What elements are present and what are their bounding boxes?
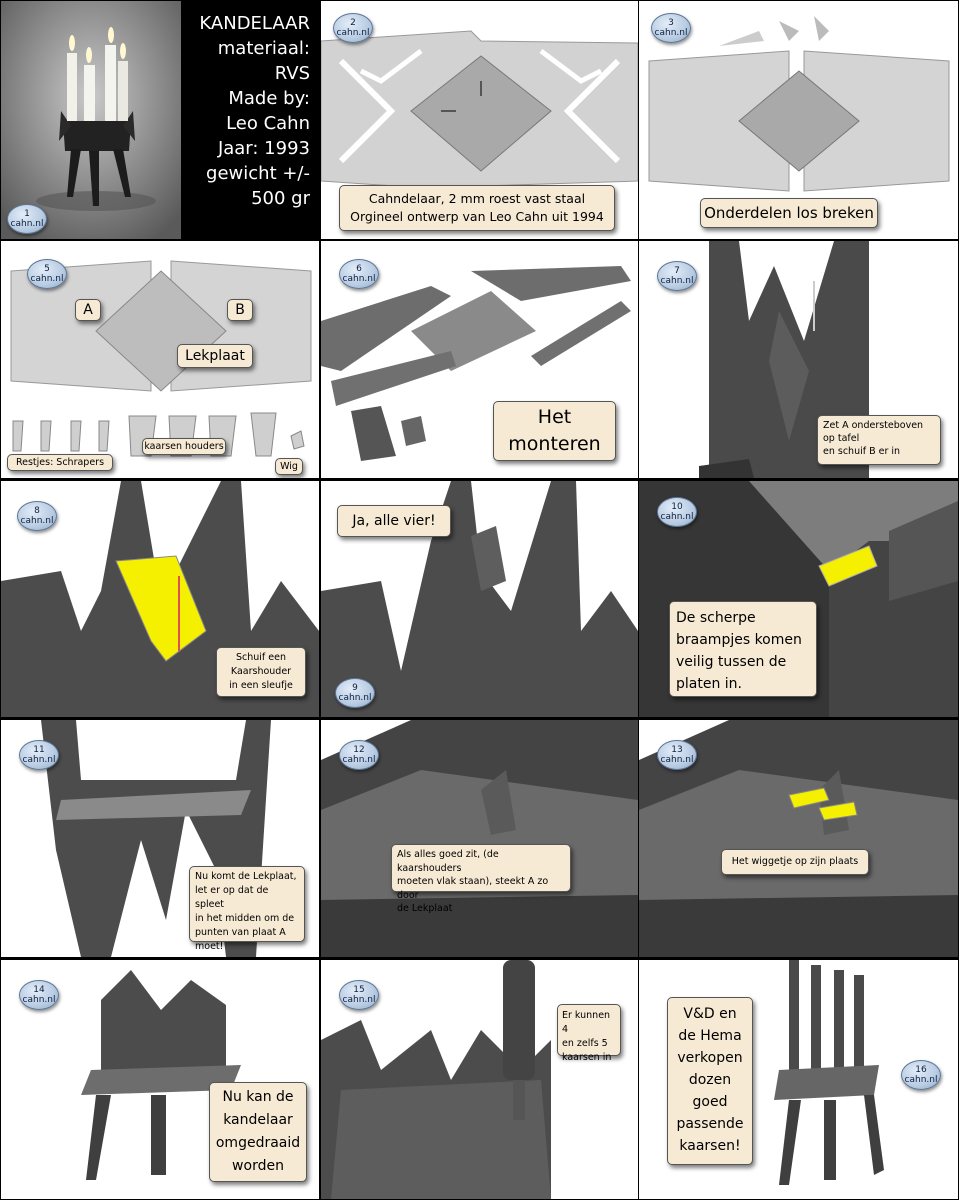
panel-6-mount [321,241,638,478]
caption-line: kaarsen! [679,1138,741,1154]
caption-panel-15 [557,1004,621,1063]
caption-line: Nu komt de Lekplaat, [195,871,297,882]
panel-badge [901,1060,941,1090]
panel-badge [657,261,697,291]
caption-line: punten van plaat A [195,927,286,938]
badge-site: cahn.nl [660,276,694,286]
badge-site: cahn.nl [342,274,376,284]
info-line: Made by: [228,88,310,109]
label-text: B [235,302,245,318]
caption-panel-6 [493,401,616,461]
info-line: gewicht +/- [206,163,310,184]
badge-site: cahn.nl [654,28,688,38]
panel-9-all-four [321,481,638,717]
caption-line: moeten vlak staan), steekt A zo door [397,876,549,901]
caption-line: moet! [195,941,224,952]
badge-number: 7 [674,266,680,276]
badge-number: 9 [352,683,358,693]
caption-line: let er op dat de spleet [195,885,269,910]
panel-badge [657,497,697,527]
panel-badge [657,740,697,770]
panel-badge [339,740,379,770]
panel-14-turn-over [1,960,319,1199]
caption-panel-3 [700,198,878,228]
panel-badge [651,13,691,43]
label-houders [142,438,226,455]
info-line: RVS [274,63,310,84]
badge-site: cahn.nl [22,995,56,1005]
label-wig [275,458,303,475]
caption-panel-13 [721,849,869,875]
badge-number: 12 [353,745,365,755]
caption-panel-12 [391,844,571,914]
info-title: KANDELAAR [199,13,310,34]
caption-panel-10 [669,601,817,697]
caption-line: verkopen [677,1050,743,1066]
badge-number: 8 [34,506,40,516]
badge-site: cahn.nl [342,995,376,1005]
caption-line: in het midden om de [195,913,295,924]
caption-line: Er kunnen 4 [562,1010,611,1035]
panel-8-holder [1,481,319,717]
info-line: 500 gr [251,188,310,209]
label-b [227,299,253,321]
badge-number: 5 [44,264,50,274]
panel-badge [17,501,57,531]
badge-site: cahn.nl [342,755,376,765]
caption-line: monteren [508,433,601,455]
panel-badge [27,259,67,289]
caption-line: Nu kan de [222,1089,294,1105]
panel-badge [19,980,59,1010]
badge-site: cahn.nl [10,219,44,229]
caption-line: V&D en [683,1006,737,1022]
badge-number: 13 [671,745,683,755]
badge-number: 15 [353,985,365,995]
caption-line: en schuif B er in [823,446,901,457]
caption-line: goed [692,1094,728,1110]
caption-panel-8 [216,647,306,697]
panel-12-push-through [321,720,638,957]
caption-text: Het wiggetje op zijn plaats [731,856,859,867]
info-line: Leo Cahn [226,113,310,134]
panel-11-drip-plate [1,720,319,957]
label-text: A [83,302,93,318]
badge-number: 10 [671,502,683,512]
badge-number: 14 [33,985,45,995]
label-text: Lekplaat [185,348,245,364]
info-line: Jaar: 1993 [217,138,310,159]
caption-panel-2 [339,185,615,231]
panel-7-assemble [639,241,958,478]
badge-site: cahn.nl [22,755,56,765]
panel-badge [335,678,375,708]
badge-number: 3 [668,18,674,28]
panel-16-finished [639,960,958,1199]
caption-panel-7 [817,415,941,465]
panel-badge [339,980,379,1010]
caption-line: De scherpe [676,610,756,626]
caption-line: Het [537,406,572,428]
panel-badge [339,259,379,289]
panel-15-candles [321,960,638,1199]
badge-site: cahn.nl [336,28,370,38]
badge-site: cahn.nl [660,512,694,522]
label-text: Wig [280,461,298,472]
badge-site: cahn.nl [660,755,694,765]
caption-line: in een sleufje [229,680,293,691]
panel-3-break [639,1,958,239]
caption-text: Onderdelen los breken [704,204,874,222]
badge-number: 6 [356,264,362,274]
label-a [75,299,101,321]
caption-line: kaarsen in [562,1052,612,1063]
badge-site: cahn.nl [30,274,64,284]
caption-panel-16 [667,997,753,1165]
label-text: kaarsen houders [144,441,224,452]
caption-line: Zet A ondersteboven [823,420,924,431]
panel-10-burrs [639,481,958,717]
panel-1-photo [1,1,181,239]
caption-line: Als alles goed zit, (de kaarshouders [397,849,499,874]
caption-line: de Hema [678,1028,742,1044]
caption-line: op tafel [823,433,860,444]
panel-13-wedge [639,720,958,957]
badge-number: 11 [33,745,45,755]
panel-badge [7,204,47,234]
panel-badge [333,13,373,43]
caption-line: platen in. [676,676,742,692]
label-text: Restjes: Schrapers [15,457,105,468]
caption-line: worden [232,1158,284,1174]
caption-line: omgedraaid [215,1135,301,1151]
caption-line: de Lekplaat [397,903,453,914]
info-line: materiaal: [217,38,310,59]
caption-panel-11 [189,866,305,952]
speech-bubble-9 [337,505,451,537]
badge-site: cahn.nl [338,693,372,703]
badge-number: 2 [350,18,356,28]
caption-line: Kaarshouder [230,666,292,677]
caption-line: en zelfs 5 [562,1038,608,1049]
label-lekplaat [177,344,253,368]
caption-line: veilig tussen de [676,654,787,670]
badge-site: cahn.nl [904,1075,938,1085]
badge-site: cahn.nl [20,516,54,526]
panel-5-parts [1,241,319,478]
badge-number: 1 [24,209,30,219]
label-restjes [7,454,113,471]
caption-line: Cahndelaar, 2 mm roest vast staal [368,191,586,206]
caption-panel-14 [209,1082,307,1182]
caption-line: passende [676,1116,744,1132]
caption-line: dozen [688,1072,732,1088]
caption-line: Orgineel ontwerp van Leo Cahn uit 1994 [350,209,604,224]
caption-line: kandelaar [223,1112,293,1128]
caption-text: Ja, alle vier! [352,513,436,529]
info-block [181,1,320,239]
panel-badge [19,740,59,770]
panel-2-sheet [321,1,638,239]
caption-line: braampjes komen [676,632,802,648]
caption-line: Schuif een [235,652,286,663]
badge-number: 16 [915,1065,927,1075]
